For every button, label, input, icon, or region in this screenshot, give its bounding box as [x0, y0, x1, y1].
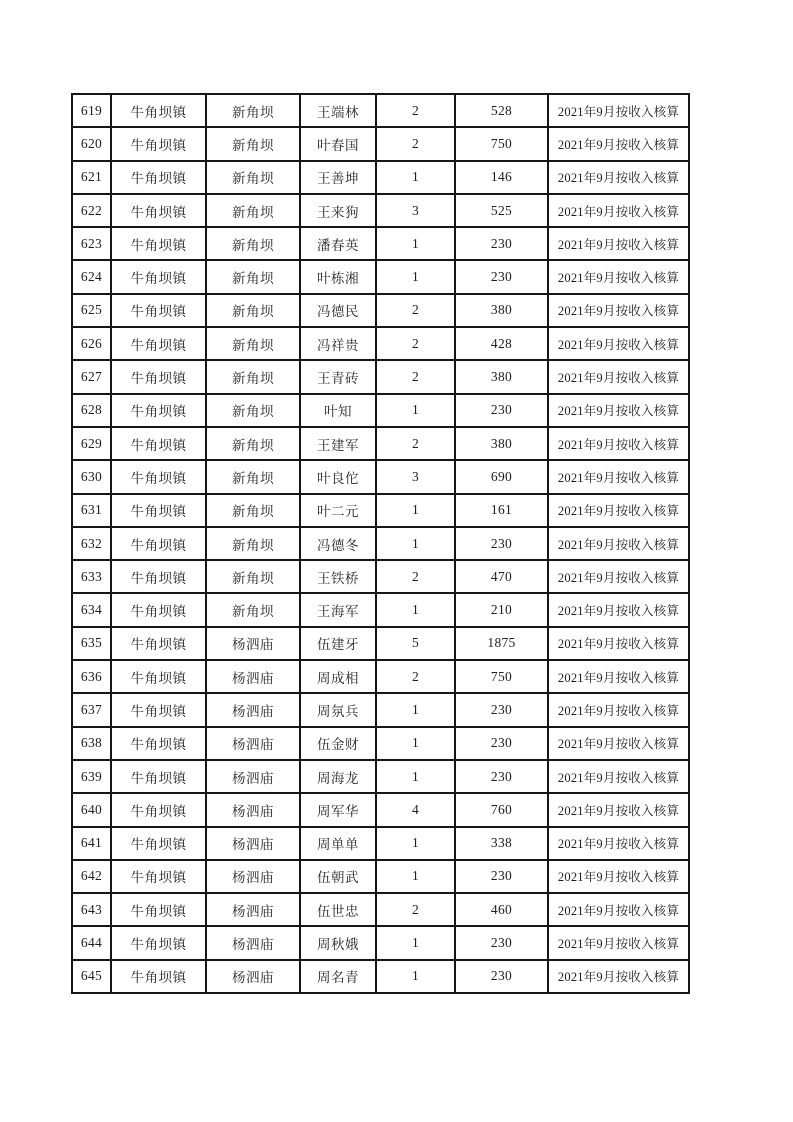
cell-name: 冯祥贵 [300, 327, 376, 360]
cell-id: 643 [72, 893, 111, 926]
cell-town: 牛角坝镇 [111, 227, 206, 260]
cell-id: 625 [72, 294, 111, 327]
cell-name: 伍金财 [300, 727, 376, 760]
cell-name: 周军华 [300, 793, 376, 826]
table-row [72, 260, 689, 293]
cell-town: 牛角坝镇 [111, 327, 206, 360]
cell-persons: 2 [376, 893, 455, 926]
cell-amount: 750 [455, 660, 548, 693]
cell-id: 620 [72, 127, 111, 160]
cell-id: 645 [72, 960, 111, 993]
cell-note: 2021年9月按收入核算 [548, 460, 689, 493]
table-row [72, 960, 689, 993]
cell-note: 2021年9月按收入核算 [548, 893, 689, 926]
cell-amount: 1875 [455, 627, 548, 660]
cell-note: 2021年9月按收入核算 [548, 327, 689, 360]
cell-name: 伍朝武 [300, 860, 376, 893]
cell-persons: 1 [376, 926, 455, 959]
cell-persons: 2 [376, 427, 455, 460]
cell-id: 626 [72, 327, 111, 360]
cell-village: 新角坝 [206, 294, 300, 327]
cell-id: 624 [72, 260, 111, 293]
cell-persons: 1 [376, 760, 455, 793]
cell-note: 2021年9月按收入核算 [548, 427, 689, 460]
table-row [72, 427, 689, 460]
cell-town: 牛角坝镇 [111, 593, 206, 626]
cell-id: 639 [72, 760, 111, 793]
cell-id: 623 [72, 227, 111, 260]
subsidy-table [71, 93, 690, 994]
cell-name: 冯德冬 [300, 527, 376, 560]
cell-persons: 5 [376, 627, 455, 660]
cell-town: 牛角坝镇 [111, 860, 206, 893]
cell-village: 杨泗庙 [206, 660, 300, 693]
cell-name: 周秋娥 [300, 926, 376, 959]
cell-id: 627 [72, 360, 111, 393]
cell-town: 牛角坝镇 [111, 427, 206, 460]
cell-name: 伍建牙 [300, 627, 376, 660]
cell-amount: 230 [455, 527, 548, 560]
cell-persons: 1 [376, 960, 455, 993]
cell-town: 牛角坝镇 [111, 161, 206, 194]
cell-town: 牛角坝镇 [111, 660, 206, 693]
cell-id: 635 [72, 627, 111, 660]
table-row [72, 693, 689, 726]
cell-village: 杨泗庙 [206, 827, 300, 860]
cell-village: 新角坝 [206, 460, 300, 493]
cell-note: 2021年9月按收入核算 [548, 960, 689, 993]
cell-persons: 1 [376, 227, 455, 260]
cell-amount: 230 [455, 760, 548, 793]
table-row [72, 294, 689, 327]
cell-village: 新角坝 [206, 427, 300, 460]
cell-town: 牛角坝镇 [111, 460, 206, 493]
cell-note: 2021年9月按收入核算 [548, 627, 689, 660]
table-row [72, 161, 689, 194]
cell-town: 牛角坝镇 [111, 727, 206, 760]
table-row [72, 527, 689, 560]
cell-village: 新角坝 [206, 194, 300, 227]
cell-id: 631 [72, 494, 111, 527]
cell-id: 619 [72, 94, 111, 127]
cell-amount: 230 [455, 860, 548, 893]
cell-name: 周名青 [300, 960, 376, 993]
cell-town: 牛角坝镇 [111, 394, 206, 427]
cell-amount: 210 [455, 593, 548, 626]
table-row [72, 494, 689, 527]
cell-town: 牛角坝镇 [111, 194, 206, 227]
cell-note: 2021年9月按收入核算 [548, 926, 689, 959]
table-row [72, 194, 689, 227]
table-row [72, 394, 689, 427]
cell-name: 叶二元 [300, 494, 376, 527]
cell-name: 叶栋湘 [300, 260, 376, 293]
cell-name: 王建军 [300, 427, 376, 460]
cell-name: 周单单 [300, 827, 376, 860]
cell-amount: 528 [455, 94, 548, 127]
cell-village: 新角坝 [206, 527, 300, 560]
cell-amount: 230 [455, 960, 548, 993]
cell-name: 周成相 [300, 660, 376, 693]
cell-persons: 4 [376, 793, 455, 826]
cell-persons: 2 [376, 127, 455, 160]
cell-id: 629 [72, 427, 111, 460]
cell-persons: 1 [376, 494, 455, 527]
cell-id: 641 [72, 827, 111, 860]
cell-village: 杨泗庙 [206, 960, 300, 993]
cell-persons: 1 [376, 727, 455, 760]
cell-persons: 2 [376, 294, 455, 327]
cell-id: 628 [72, 394, 111, 427]
cell-village: 新角坝 [206, 94, 300, 127]
cell-name: 冯德民 [300, 294, 376, 327]
cell-town: 牛角坝镇 [111, 793, 206, 826]
cell-amount: 760 [455, 793, 548, 826]
cell-town: 牛角坝镇 [111, 960, 206, 993]
cell-note: 2021年9月按收入核算 [548, 194, 689, 227]
cell-village: 新角坝 [206, 227, 300, 260]
table-row [72, 860, 689, 893]
cell-id: 621 [72, 161, 111, 194]
cell-name: 王海军 [300, 593, 376, 626]
cell-town: 牛角坝镇 [111, 926, 206, 959]
cell-persons: 1 [376, 394, 455, 427]
cell-name: 王来狗 [300, 194, 376, 227]
cell-id: 632 [72, 527, 111, 560]
cell-id: 633 [72, 560, 111, 593]
table-row [72, 227, 689, 260]
cell-name: 王端林 [300, 94, 376, 127]
table-row [72, 327, 689, 360]
table-row [72, 627, 689, 660]
cell-name: 王善坤 [300, 161, 376, 194]
cell-village: 新角坝 [206, 161, 300, 194]
cell-persons: 1 [376, 860, 455, 893]
cell-name: 叶知 [300, 394, 376, 427]
cell-town: 牛角坝镇 [111, 760, 206, 793]
cell-amount: 460 [455, 893, 548, 926]
cell-village: 新角坝 [206, 560, 300, 593]
cell-amount: 161 [455, 494, 548, 527]
cell-note: 2021年9月按收入核算 [548, 127, 689, 160]
cell-note: 2021年9月按收入核算 [548, 527, 689, 560]
cell-id: 640 [72, 793, 111, 826]
cell-persons: 3 [376, 460, 455, 493]
cell-id: 630 [72, 460, 111, 493]
cell-amount: 230 [455, 926, 548, 959]
cell-persons: 2 [376, 360, 455, 393]
cell-id: 644 [72, 926, 111, 959]
cell-amount: 230 [455, 394, 548, 427]
cell-village: 新角坝 [206, 593, 300, 626]
table-row [72, 760, 689, 793]
cell-amount: 230 [455, 693, 548, 726]
cell-name: 叶良佗 [300, 460, 376, 493]
cell-village: 新角坝 [206, 394, 300, 427]
cell-village: 杨泗庙 [206, 893, 300, 926]
cell-note: 2021年9月按收入核算 [548, 260, 689, 293]
cell-amount: 525 [455, 194, 548, 227]
cell-persons: 1 [376, 527, 455, 560]
cell-village: 杨泗庙 [206, 793, 300, 826]
cell-village: 杨泗庙 [206, 860, 300, 893]
cell-persons: 1 [376, 161, 455, 194]
cell-village: 新角坝 [206, 360, 300, 393]
cell-name: 王青砖 [300, 360, 376, 393]
cell-persons: 3 [376, 194, 455, 227]
table-row [72, 94, 689, 127]
cell-town: 牛角坝镇 [111, 294, 206, 327]
cell-note: 2021年9月按收入核算 [548, 727, 689, 760]
cell-note: 2021年9月按收入核算 [548, 860, 689, 893]
cell-note: 2021年9月按收入核算 [548, 827, 689, 860]
cell-amount: 230 [455, 727, 548, 760]
cell-note: 2021年9月按收入核算 [548, 294, 689, 327]
cell-id: 638 [72, 727, 111, 760]
cell-amount: 470 [455, 560, 548, 593]
cell-name: 周海龙 [300, 760, 376, 793]
cell-persons: 2 [376, 660, 455, 693]
cell-amount: 750 [455, 127, 548, 160]
cell-id: 642 [72, 860, 111, 893]
table-row [72, 360, 689, 393]
cell-village: 杨泗庙 [206, 727, 300, 760]
cell-persons: 1 [376, 260, 455, 293]
cell-amount: 428 [455, 327, 548, 360]
cell-town: 牛角坝镇 [111, 260, 206, 293]
table-row [72, 660, 689, 693]
table-row [72, 593, 689, 626]
cell-village: 新角坝 [206, 127, 300, 160]
table-row [72, 793, 689, 826]
cell-town: 牛角坝镇 [111, 494, 206, 527]
cell-amount: 690 [455, 460, 548, 493]
cell-id: 622 [72, 194, 111, 227]
cell-town: 牛角坝镇 [111, 127, 206, 160]
cell-note: 2021年9月按收入核算 [548, 560, 689, 593]
cell-amount: 380 [455, 360, 548, 393]
cell-persons: 1 [376, 593, 455, 626]
cell-amount: 146 [455, 161, 548, 194]
cell-town: 牛角坝镇 [111, 527, 206, 560]
cell-note: 2021年9月按收入核算 [548, 793, 689, 826]
cell-amount: 230 [455, 227, 548, 260]
cell-persons: 1 [376, 693, 455, 726]
cell-name: 伍世忠 [300, 893, 376, 926]
table-row [72, 827, 689, 860]
cell-name: 叶春国 [300, 127, 376, 160]
cell-note: 2021年9月按收入核算 [548, 94, 689, 127]
cell-name: 王铁桥 [300, 560, 376, 593]
cell-name: 潘春英 [300, 227, 376, 260]
cell-amount: 230 [455, 260, 548, 293]
cell-town: 牛角坝镇 [111, 627, 206, 660]
cell-note: 2021年9月按收入核算 [548, 394, 689, 427]
table-row [72, 926, 689, 959]
cell-village: 新角坝 [206, 494, 300, 527]
cell-note: 2021年9月按收入核算 [548, 360, 689, 393]
cell-town: 牛角坝镇 [111, 693, 206, 726]
cell-persons: 2 [376, 94, 455, 127]
cell-note: 2021年9月按收入核算 [548, 161, 689, 194]
cell-note: 2021年9月按收入核算 [548, 494, 689, 527]
cell-note: 2021年9月按收入核算 [548, 227, 689, 260]
cell-town: 牛角坝镇 [111, 560, 206, 593]
cell-note: 2021年9月按收入核算 [548, 760, 689, 793]
cell-name: 周氛兵 [300, 693, 376, 726]
cell-town: 牛角坝镇 [111, 893, 206, 926]
cell-village: 新角坝 [206, 260, 300, 293]
cell-village: 杨泗庙 [206, 693, 300, 726]
cell-note: 2021年9月按收入核算 [548, 593, 689, 626]
cell-id: 636 [72, 660, 111, 693]
cell-village: 杨泗庙 [206, 627, 300, 660]
cell-amount: 380 [455, 427, 548, 460]
cell-town: 牛角坝镇 [111, 94, 206, 127]
cell-persons: 1 [376, 827, 455, 860]
subsidy-table-body [72, 94, 689, 993]
table-row [72, 893, 689, 926]
table-row [72, 727, 689, 760]
cell-village: 新角坝 [206, 327, 300, 360]
cell-amount: 338 [455, 827, 548, 860]
cell-village: 杨泗庙 [206, 926, 300, 959]
table-row [72, 560, 689, 593]
table-row [72, 460, 689, 493]
cell-persons: 2 [376, 560, 455, 593]
cell-persons: 2 [376, 327, 455, 360]
cell-note: 2021年9月按收入核算 [548, 660, 689, 693]
table-row [72, 127, 689, 160]
cell-id: 637 [72, 693, 111, 726]
cell-note: 2021年9月按收入核算 [548, 693, 689, 726]
cell-town: 牛角坝镇 [111, 360, 206, 393]
cell-village: 杨泗庙 [206, 760, 300, 793]
cell-town: 牛角坝镇 [111, 827, 206, 860]
cell-id: 634 [72, 593, 111, 626]
cell-amount: 380 [455, 294, 548, 327]
